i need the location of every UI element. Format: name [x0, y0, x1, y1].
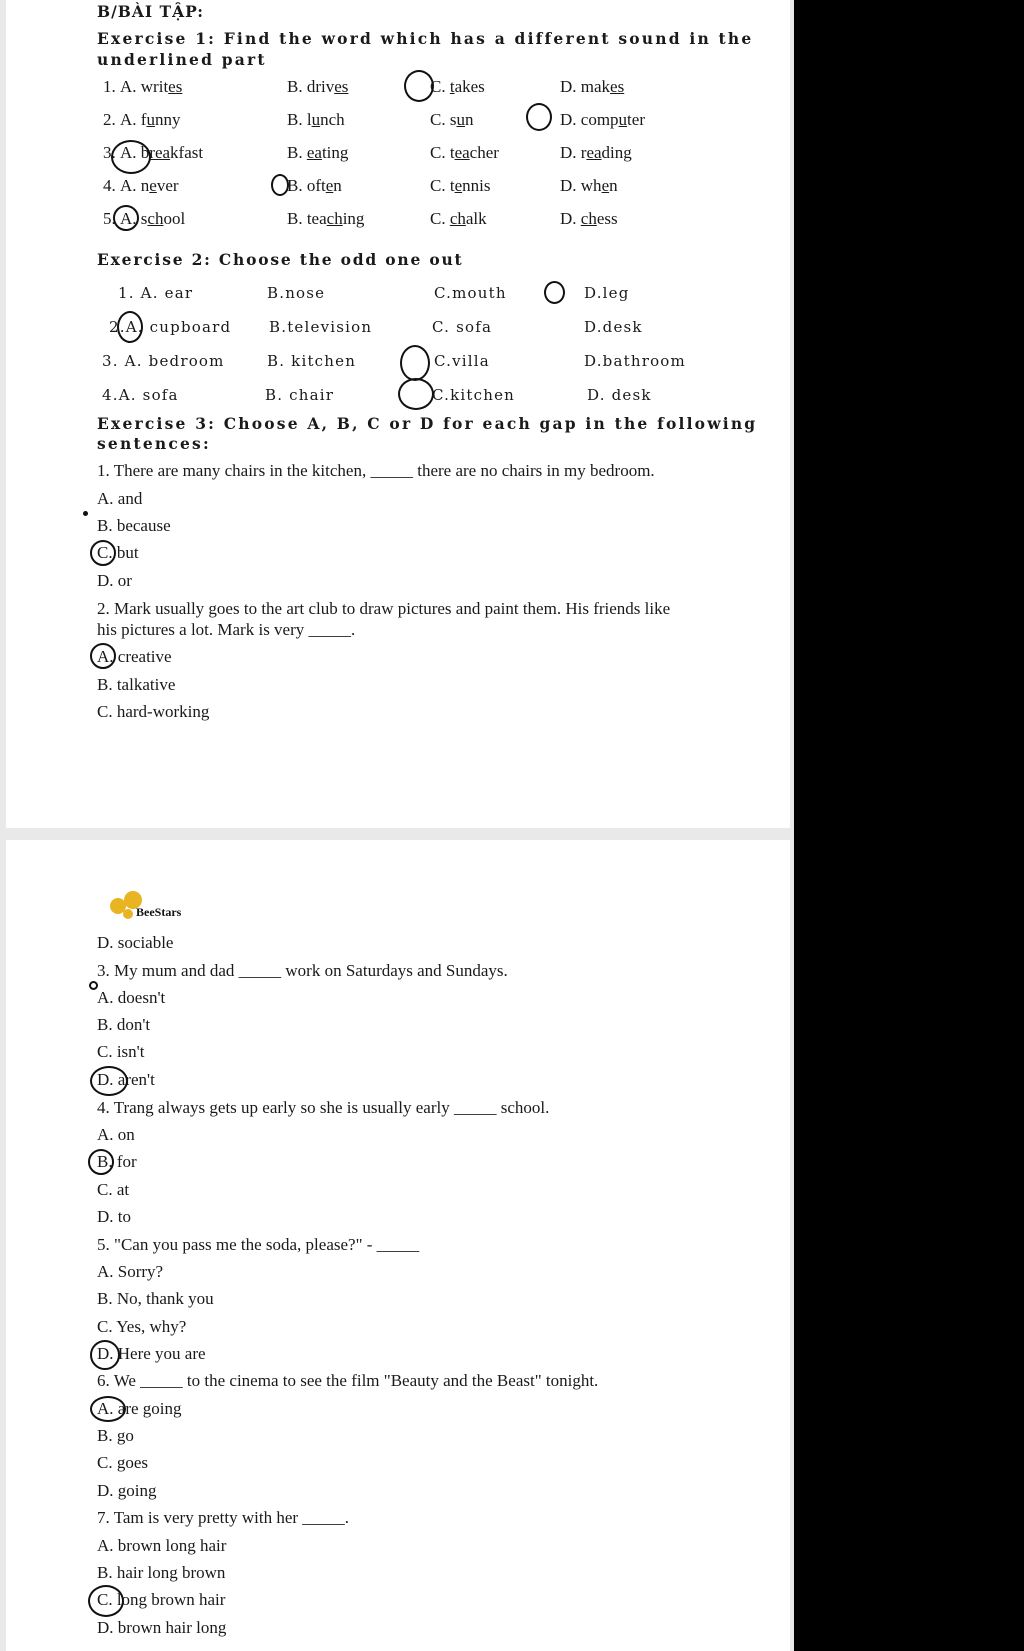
answer-circle [90, 643, 116, 669]
exercise-3-title: Exercise 3: Choose A, B, C or D for each gap in the following [97, 414, 758, 433]
answer-circle [113, 205, 139, 231]
question-4: 4. Trang always gets up early so she is usually early _____ school. [97, 1098, 550, 1117]
answer-circle [271, 174, 289, 196]
underlined-part: u [311, 110, 321, 129]
option: A. brown long hair [97, 1536, 227, 1555]
exercise-3-title-cont: sentences: [97, 434, 211, 453]
underlined-part: e [149, 176, 157, 195]
option: A. creative [97, 647, 172, 666]
odd-one-option-a: 4.A. sofa [102, 386, 179, 404]
exercise-1-title-cont: underlined part [97, 50, 267, 69]
question-2: 2. Mark usually goes to the art club to draw pictures and paint them. His friends like [97, 599, 671, 618]
word-option-d: D. when [560, 176, 618, 195]
word-option-b: B. lunch [287, 110, 345, 129]
option: D. brown hair long [97, 1618, 227, 1637]
question-5: 5. "Can you pass me the soda, please?" - _____ [97, 1235, 420, 1254]
underlined-part: t [449, 77, 455, 96]
answer-circle [400, 345, 430, 381]
option: C. goes [97, 1453, 148, 1472]
option: B. because [97, 516, 171, 535]
odd-one-option-a: 1. A. ear [118, 284, 194, 302]
item-number: 4. [103, 176, 116, 195]
underlined-part: u [456, 110, 465, 129]
odd-one-option-c: C.kitchen [432, 386, 516, 404]
option: D. going [97, 1481, 157, 1500]
odd-one-option-a: 3. A. bedroom [102, 352, 225, 370]
word-option-d: D. computer [560, 110, 645, 129]
option: C. hard-working [97, 702, 210, 721]
section-title: B/BÀI TẬP: [97, 2, 204, 21]
option: D. or [97, 571, 132, 590]
underlined-part: es [168, 77, 183, 96]
answer-circle [404, 70, 434, 102]
underlined-part: ch [449, 209, 466, 228]
option: D. Here you are [97, 1344, 206, 1363]
exercise-2-title: Exercise 2: Choose the odd one out [97, 250, 464, 269]
odd-one-option-d: D.leg [584, 284, 630, 302]
underlined-part: ch [147, 209, 164, 228]
underlined-part: e [325, 176, 334, 195]
underlined-part: ch [580, 209, 597, 228]
word-option-a: A. writes [120, 77, 183, 96]
underlined-part: rea [149, 143, 171, 162]
odd-one-option-d: D.bathroom [584, 352, 686, 370]
option: C. at [97, 1180, 130, 1199]
option: B. No, thank you [97, 1289, 214, 1308]
underlined-part: u [146, 110, 155, 129]
item-number: 2. [103, 110, 116, 129]
option: D. sociable [97, 933, 174, 952]
answer-circle [117, 311, 143, 343]
option: C. Yes, why? [97, 1317, 187, 1336]
odd-one-option-c: C. sofa [432, 318, 493, 336]
answer-circle [398, 378, 434, 410]
odd-one-option-b: B.nose [267, 284, 326, 302]
answer-circle [90, 1066, 128, 1096]
word-option-a: A. never [120, 176, 179, 195]
underlined-part: es [610, 77, 625, 96]
answer-circle [90, 540, 116, 566]
question-7: 7. Tam is very pretty with her _____. [97, 1508, 350, 1527]
odd-one-option-b: B. chair [265, 386, 335, 404]
underlined-part: e [601, 176, 610, 195]
odd-one-option-b: B. kitchen [267, 352, 357, 370]
exercise-1-title: Exercise 1: Find the word which has a different sound in the [97, 29, 754, 48]
odd-one-option-c: C.villa [434, 352, 490, 370]
odd-one-option-c: C.mouth [434, 284, 507, 302]
option: A. are going [97, 1399, 182, 1418]
underlined-part: ea [454, 143, 470, 162]
word-option-d: D. chess [560, 209, 618, 228]
page-1 [6, 0, 790, 828]
answer-circle [90, 1396, 126, 1422]
word-option-b: B. teaching [287, 209, 365, 228]
underlined-part: ea [306, 143, 322, 162]
odd-one-option-d: D.desk [584, 318, 643, 336]
underlined-part: e [454, 176, 463, 195]
word-option-b: B. eating [287, 143, 349, 162]
answer-circle [88, 1149, 114, 1175]
answer-circle [111, 140, 151, 174]
word-option-b: B. often [287, 176, 342, 195]
item-number: 3. [103, 143, 116, 162]
word-option-c: C. tennis [430, 176, 491, 195]
option: A. Sorry? [97, 1262, 164, 1281]
answer-circle [544, 281, 565, 304]
question-6: 6. We _____ to the cinema to see the film "Beauty and the Beast" tonight. [97, 1371, 599, 1390]
word-option-d: D. makes [560, 77, 625, 96]
question-3: 3. My mum and dad _____ work on Saturdays and Sundays. [97, 961, 508, 980]
pen-dot [83, 511, 88, 516]
answer-circle [88, 1585, 124, 1617]
word-option-c: C. takes [430, 77, 485, 96]
answer-circle [526, 103, 552, 131]
option: B. don't [97, 1015, 151, 1034]
option: A. and [97, 489, 143, 508]
word-option-a: A. school [120, 209, 186, 228]
beestars-logo [102, 890, 202, 926]
option: B. for [97, 1152, 137, 1171]
underlined-part: ea [586, 143, 602, 162]
word-option-a: A. funny [120, 110, 181, 129]
word-option-a: A. breakfast [120, 143, 204, 162]
option: A. on [97, 1125, 135, 1144]
question-2-cont: his pictures a lot. Mark is very _____. [97, 620, 356, 639]
underlined-part: u [618, 110, 628, 129]
odd-one-option-d: D. desk [587, 386, 652, 404]
option: B. go [97, 1426, 134, 1445]
answer-circle [90, 1340, 120, 1370]
word-option-c: C. teacher [430, 143, 499, 162]
page-2 [6, 840, 790, 1651]
logo-text: BeeStars [136, 905, 182, 919]
option: D. aren't [97, 1070, 155, 1089]
odd-one-option-a: 2.A. cupboard [109, 318, 232, 336]
option: B. talkative [97, 675, 176, 694]
word-option-b: B. drives [287, 77, 349, 96]
word-option-c: C. chalk [430, 209, 487, 228]
option: D. to [97, 1207, 131, 1226]
question-1: 1. There are many chairs in the kitchen, _____ there are no chairs in my bedroom. [97, 461, 655, 480]
option: A. doesn't [97, 988, 166, 1007]
option: B. hair long brown [97, 1563, 226, 1582]
option: C. long brown hair [97, 1590, 226, 1609]
option: C. isn't [97, 1042, 145, 1061]
item-number: 5. [103, 209, 116, 228]
odd-one-option-b: B.television [269, 318, 373, 336]
underlined-part: es [334, 77, 349, 96]
option: C. but [97, 543, 139, 562]
word-option-c: C. sun [430, 110, 474, 129]
underlined-part: ch [326, 209, 343, 228]
word-option-d: D. reading [560, 143, 632, 162]
item-number: 1. [103, 77, 116, 96]
